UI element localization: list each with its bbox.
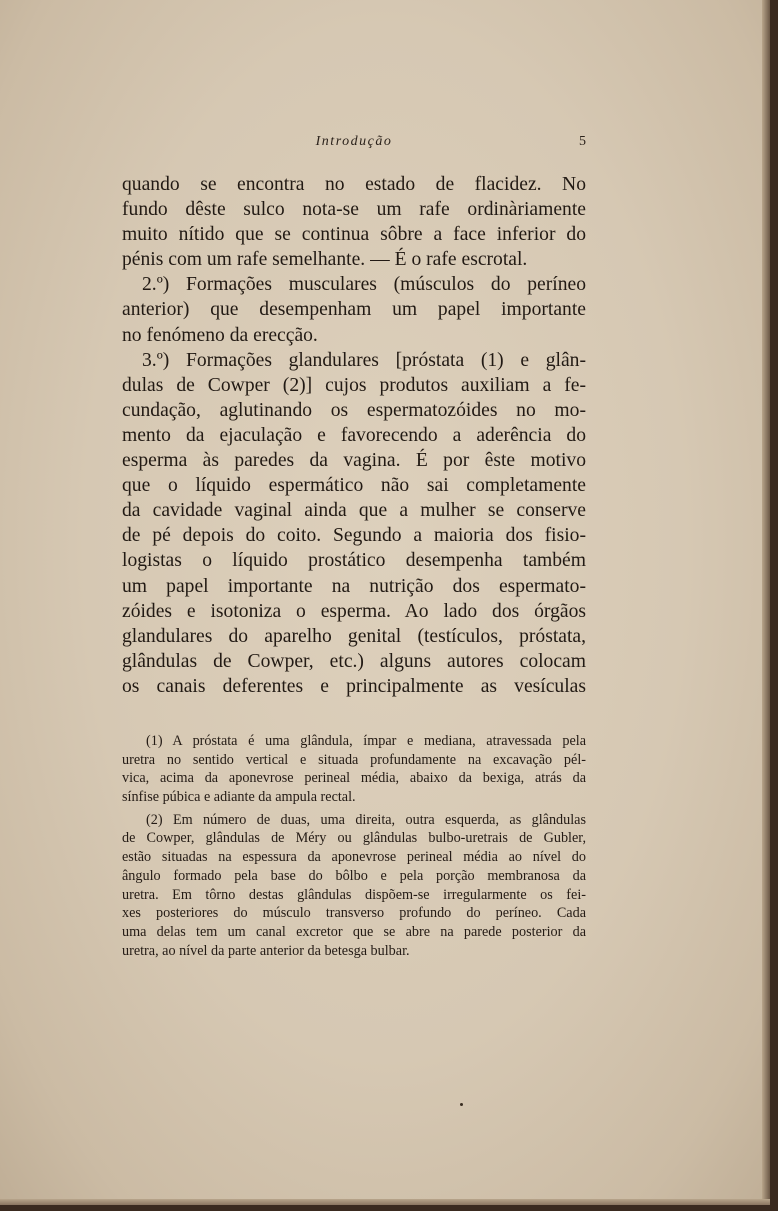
body-line: esperma às paredes da vagina. É por êste motivo [122, 450, 586, 472]
body-line: no fenómeno da erecção. [122, 324, 318, 346]
footnote-1 [122, 732, 586, 807]
body-line: cundação, aglutinando os espermatozóides no mo- [122, 399, 586, 421]
body-line: zóides e isotoniza o esperma. Ao lado dos órgãos [122, 600, 586, 622]
body-line: mento da ejaculação e favorecendo a aderência do [122, 424, 586, 446]
footnote-line: estão situadas na espessura da aponevrose perineal média ao nível do [122, 849, 586, 866]
page-edge-bottom [0, 1199, 770, 1205]
running-title: Introdução [315, 134, 393, 149]
footnote-line: (1) A próstata é uma glândula, ímpar e mediana, atravessada pela [146, 733, 586, 749]
body-line: da cavidade vaginal ainda que a mulher se conserve [122, 500, 586, 522]
body-line: glandulares do aparelho genital (testículos, próstata, [122, 625, 586, 647]
body-line: que o líquido espermático não sai completamente [122, 475, 586, 497]
footnote-2 [122, 811, 586, 961]
footnote-line: uma delas tem um canal excretor que se abre na parede posterior da [122, 923, 586, 940]
body-line: anterior) que desempenham um papel importante [122, 299, 586, 321]
footnote-line: uretra. Em tôrno destas glândulas dispõem-se irregularmente os fei- [122, 886, 586, 903]
body-line: pénis com um rafe semelhante. — É o rafe escrotal. [122, 249, 528, 271]
body-line: de pé depois do coito. Segundo a maioria dos fisio- [122, 525, 586, 547]
footnote-line: ângulo formado pela base do bôlbo e pela porção membranosa da [122, 867, 586, 884]
body-line: os canais deferentes e principalmente as vesículas [122, 675, 586, 697]
footnote-line: sínfise púbica e adiante da ampula rectal. [122, 789, 356, 806]
body-line: dulas de Cowper (2)] cujos produtos auxiliam a fe- [122, 374, 586, 396]
body-line: fundo dêste sulco nota-se um rafe ordinàriamente [122, 199, 586, 221]
page-number: 5 [579, 134, 586, 149]
body-line: 3.º) Formações glandulares [próstata (1) e glân- [142, 349, 586, 371]
ink-speck [460, 1103, 463, 1106]
footnote-line: uretra, ao nível da parte anterior da betesga bulbar. [122, 942, 410, 959]
page-edge-right [762, 0, 770, 1205]
body-line: muito nítido que se continua sôbre a face inferior do [122, 224, 586, 246]
footnote-line: uretra no sentido vertical e situada profundamente na excavação pél- [122, 751, 586, 768]
running-head [122, 134, 586, 154]
body-line: logistas o líquido prostático desempenha também [122, 550, 586, 572]
footnote-line: vica, acima da aponevrose perineal média, abaixo da bexiga, atrás da [122, 770, 586, 787]
body-line: um papel importante na nutrição dos espermato- [122, 575, 586, 597]
body-line: quando se encontra no estado de flacidez. No [122, 174, 586, 195]
body-line: 2.º) Formações musculares (músculos do períneo [142, 274, 586, 296]
footnotes [122, 732, 586, 960]
body-text [122, 172, 586, 699]
body-line: glândulas de Cowper, etc.) alguns autores colocam [122, 650, 586, 672]
footnote-line: (2) Em número de duas, uma direita, outra esquerda, as glândulas [146, 811, 586, 828]
footnote-line: xes posteriores do músculo transverso profundo do períneo. Cada [122, 905, 586, 922]
footnote-line: de Cowper, glândulas de Méry ou glândulas bulbo-uretrais de Gubler, [122, 830, 586, 847]
